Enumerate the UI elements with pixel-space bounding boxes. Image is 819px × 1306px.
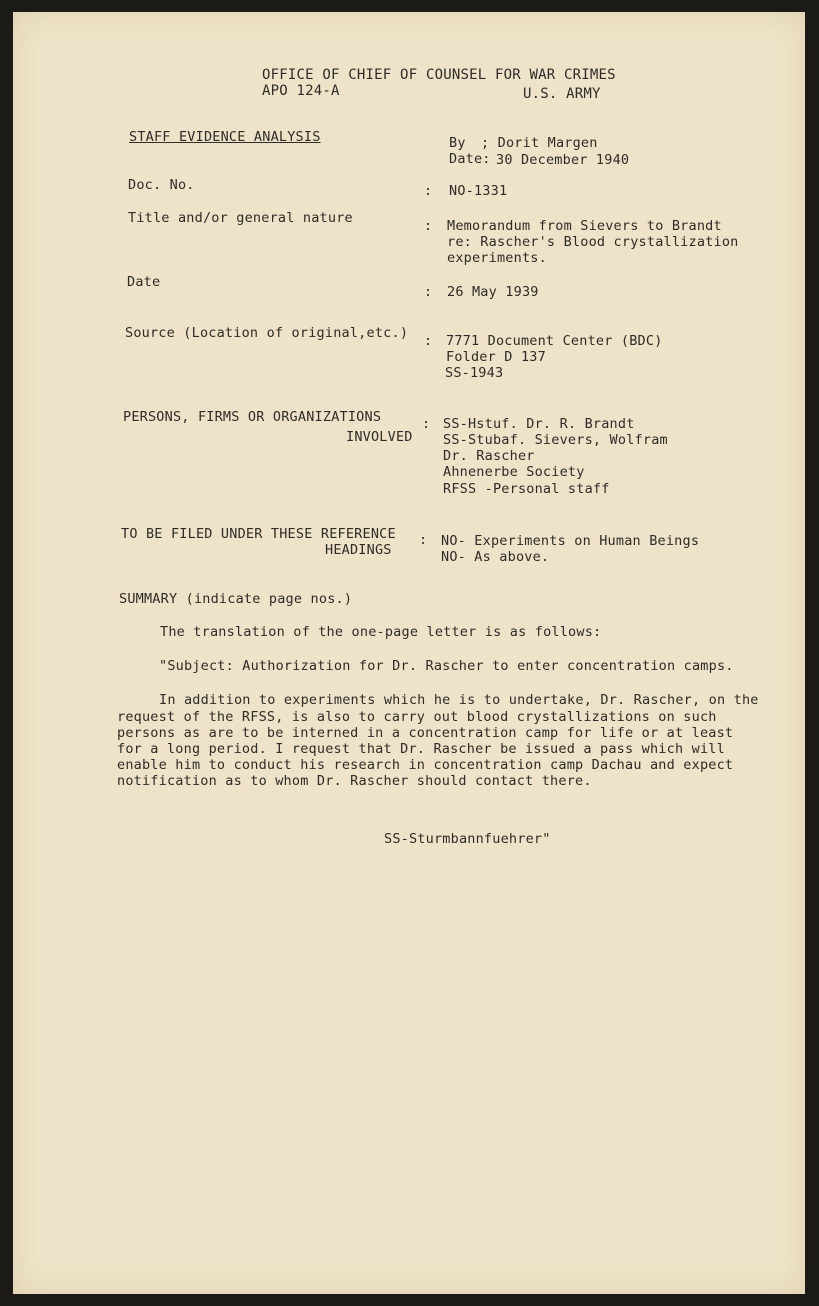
analysis-title: STAFF EVIDENCE ANALYSIS xyxy=(129,129,321,145)
persons-label: PERSONS, FIRMS OR ORGANIZATIONS xyxy=(123,409,382,425)
doc-no-value: NO-1331 xyxy=(449,183,508,199)
letter-line: persons as are to be interned in a concentration camp for life or at least xyxy=(117,725,734,741)
title-line: re: Rascher's Blood crystallization xyxy=(447,234,739,250)
filed-heading: NO- Experiments on Human Beings xyxy=(441,533,700,549)
colon: : xyxy=(424,183,433,199)
document-page xyxy=(13,12,805,1294)
office-heading: OFFICE OF CHIEF OF COUNSEL FOR WAR CRIMES xyxy=(262,67,616,83)
army-label: U.S. ARMY xyxy=(523,86,601,102)
source-label: Source (Location of original,etc.) xyxy=(125,325,409,341)
doc-no-label: Doc. No. xyxy=(128,177,195,193)
source-line: 7771 Document Center (BDC) xyxy=(446,333,663,349)
person-entry: Ahnenerbe Society xyxy=(443,464,585,480)
person-entry: SS-Hstuf. Dr. R. Brandt xyxy=(443,416,635,432)
persons-label: INVOLVED xyxy=(346,429,413,445)
title-line: experiments. xyxy=(447,250,547,266)
analysis-date-label: Date: xyxy=(449,151,491,167)
date-value: 26 May 1939 xyxy=(447,284,539,300)
letter-line: enable him to conduct his research in concentration camp Dachau and expect xyxy=(117,757,734,773)
analysis-date: 30 December 1940 xyxy=(496,152,630,168)
summary-label: SUMMARY (indicate page nos.) xyxy=(119,591,353,607)
source-line: Folder D 137 xyxy=(446,349,546,365)
person-entry: SS-Stubaf. Sievers, Wolfram xyxy=(443,432,668,448)
person-entry: Dr. Rascher xyxy=(443,448,535,464)
letter-line: for a long period. I request that Dr. Rascher be issued a pass which will xyxy=(117,741,725,757)
source-line: SS-1943 xyxy=(445,365,504,381)
analyst-name: ; Dorit Margen xyxy=(481,135,598,151)
filed-label: HEADINGS xyxy=(325,542,392,558)
filed-label: TO BE FILED UNDER THESE REFERENCE xyxy=(121,526,396,542)
letter-line: In addition to experiments which he is to undertake, Dr. Rascher, on the xyxy=(159,692,759,708)
title-line: Memorandum from Sievers to Brandt xyxy=(447,218,722,234)
colon: : xyxy=(424,218,433,234)
person-entry: RFSS -Personal staff xyxy=(443,481,610,497)
signature: SS-Sturmbannfuehrer" xyxy=(384,831,551,847)
letter-line: request of the RFSS, is also to carry out blood crystallizations on such xyxy=(117,709,717,725)
letter-subject: "Subject: Authorization for Dr. Rascher to enter concentration camps. xyxy=(159,658,734,674)
by-label: By xyxy=(449,135,466,151)
date-label: Date xyxy=(127,274,161,290)
letter-line: notification as to whom Dr. Rascher should contact there. xyxy=(117,773,592,789)
title-label: Title and/or general nature xyxy=(128,210,353,226)
filed-heading: NO- As above. xyxy=(441,549,550,565)
summary-intro: The translation of the one-page letter is as follows: xyxy=(160,624,602,640)
colon: : xyxy=(424,333,433,349)
colon: : xyxy=(424,284,433,300)
colon: : xyxy=(422,416,431,432)
apo-number: APO 124-A xyxy=(262,83,340,99)
colon: : xyxy=(419,532,428,548)
